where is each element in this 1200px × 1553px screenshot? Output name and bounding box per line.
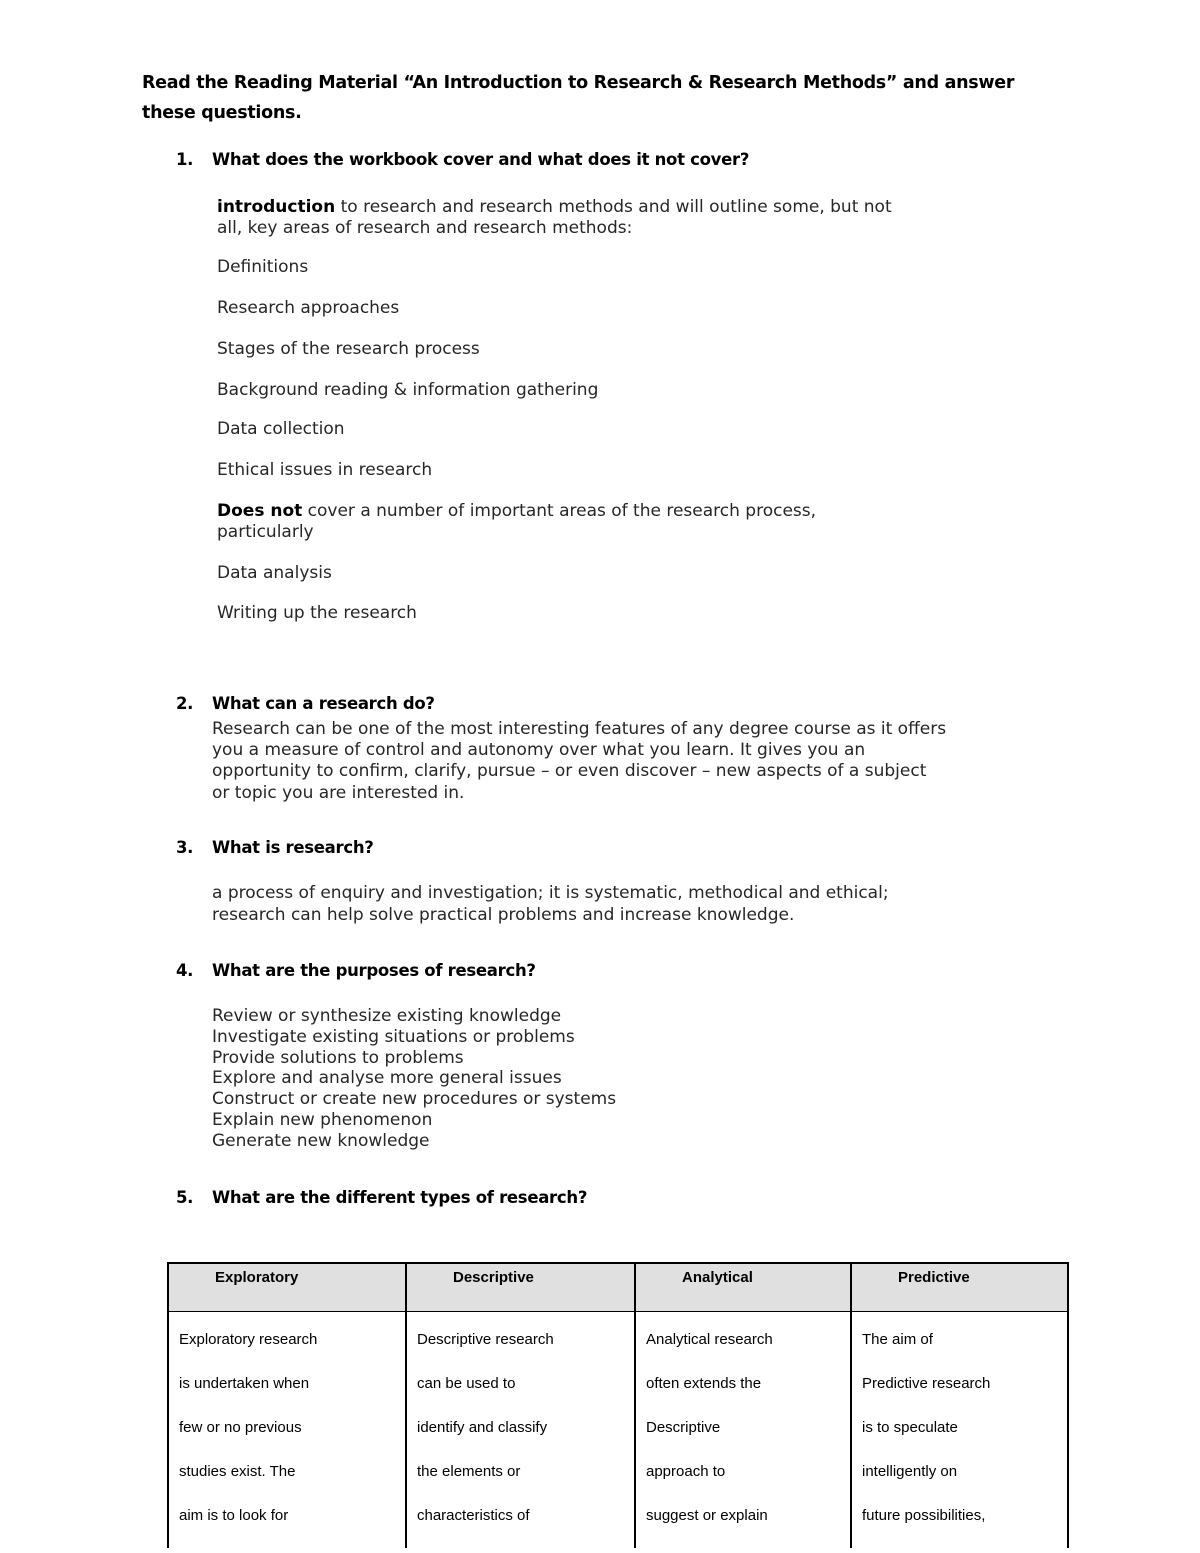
question-1	[176, 150, 749, 169]
header-exploratory: Exploratory	[168, 1263, 406, 1312]
cell-line: studies exist. The	[179, 1463, 296, 1480]
cell-line: Exploratory research	[179, 1331, 318, 1348]
purpose-item: Generate new knowledge	[212, 1130, 430, 1151]
exploratory-cell	[168, 1312, 406, 1549]
cell-line: Descriptive	[646, 1419, 721, 1436]
predictive-cell	[851, 1312, 1068, 1549]
purpose-item: Investigate existing situations or problems	[212, 1026, 575, 1047]
cell-line: can be used to	[417, 1375, 516, 1392]
question-number: 4.	[176, 961, 194, 980]
question-4	[176, 961, 536, 980]
q3-answer-line: research can help solve practical problems and increase knowledge.	[212, 905, 795, 925]
purpose-item: Explore and analyse more general issues	[212, 1068, 562, 1089]
header-analytical: Analytical	[635, 1263, 851, 1312]
q2-answer-line: you a measure of control and autonomy over what you learn. It gives you an	[212, 740, 866, 760]
research-types-table	[167, 1262, 1069, 1548]
question-3	[176, 838, 374, 857]
q1-not-line	[217, 501, 816, 522]
q1-not-line2: particularly	[217, 522, 314, 542]
q2-answer-line: Research can be one of the most interesting features of any degree course as it offers	[212, 719, 947, 739]
not-cover-item: Writing up the research	[217, 603, 417, 623]
question-number: 1.	[176, 150, 194, 169]
question-5	[176, 1188, 587, 1207]
q1-not-text: cover a number of important areas of the research process,	[302, 501, 817, 521]
question-text: What can a research do?	[212, 694, 435, 713]
table-row	[168, 1312, 1068, 1549]
cell-line: Predictive research	[862, 1375, 991, 1392]
q1-intro-text: to research and research methods and will outline some, but not	[335, 197, 892, 217]
purpose-item: Provide solutions to problems	[212, 1047, 464, 1068]
cell-line: The aim of	[862, 1331, 933, 1348]
purpose-item: Construct or create new procedures or systems	[212, 1089, 617, 1110]
cell-line: future possibilities,	[862, 1507, 986, 1524]
question-number: 5.	[176, 1188, 194, 1207]
cover-item: Definitions	[217, 257, 309, 277]
question-number: 3.	[176, 838, 194, 857]
question-2	[176, 694, 435, 713]
cell-line: few or no previous	[179, 1419, 302, 1436]
cover-item: Stages of the research process	[217, 339, 480, 359]
descriptive-cell	[406, 1312, 635, 1549]
q3-answer-line: a process of enquiry and investigation; it is systematic, methodical and ethical;	[212, 883, 889, 903]
q1-not-bold: Does not	[217, 501, 303, 521]
header-descriptive: Descriptive	[406, 1263, 635, 1312]
cell-line: intelligently on	[862, 1463, 958, 1480]
cell-line: approach to	[646, 1463, 726, 1480]
purpose-item: Explain new phenomenon	[212, 1109, 433, 1130]
q1-intro-bold: introduction	[217, 197, 336, 217]
instructions: Read the Reading Material “An Introduction to Research & Research Methods” and answer these questions.	[142, 73, 1015, 123]
cell-line: is undertaken when	[179, 1375, 310, 1392]
table-header-row	[168, 1263, 1068, 1312]
q1-intro-line	[217, 197, 892, 218]
cell-line: the elements or	[417, 1463, 521, 1480]
cover-item: Research approaches	[217, 298, 400, 318]
purpose-item: Review or synthesize existing knowledge	[212, 1006, 562, 1026]
cell-line: Analytical research	[646, 1331, 773, 1348]
cell-line: is to speculate	[862, 1419, 958, 1436]
cell-line: identify and classify	[417, 1419, 548, 1436]
cell-line: Descriptive research	[417, 1331, 554, 1348]
question-text: What is research?	[212, 838, 374, 857]
cell-line: characteristics of	[417, 1507, 530, 1524]
q2-answer-line: or topic you are interested in.	[212, 783, 465, 803]
question-text: What are the purposes of research?	[212, 961, 536, 980]
purposes-list	[212, 1006, 616, 1152]
cover-item: Ethical issues in research	[217, 460, 433, 480]
header-predictive: Predictive	[851, 1263, 1068, 1312]
question-text: What does the workbook cover and what does it not cover?	[212, 150, 750, 169]
q2-answer-line: opportunity to confirm, clarify, pursue – or even discover – new aspects of a subject	[212, 761, 927, 781]
cell-line: suggest or explain	[646, 1507, 768, 1524]
analytical-cell	[635, 1312, 851, 1549]
cell-line: aim is to look for	[179, 1507, 289, 1524]
not-cover-item: Data analysis	[217, 563, 332, 583]
question-number: 2.	[176, 694, 194, 713]
cell-line: often extends the	[646, 1375, 762, 1392]
question-text: What are the different types of research?	[212, 1188, 588, 1207]
cover-item: Background reading & information gathering	[217, 380, 599, 400]
q1-intro-line2: all, key areas of research and research methods:	[217, 218, 633, 238]
cover-item: Data collection	[217, 419, 345, 439]
